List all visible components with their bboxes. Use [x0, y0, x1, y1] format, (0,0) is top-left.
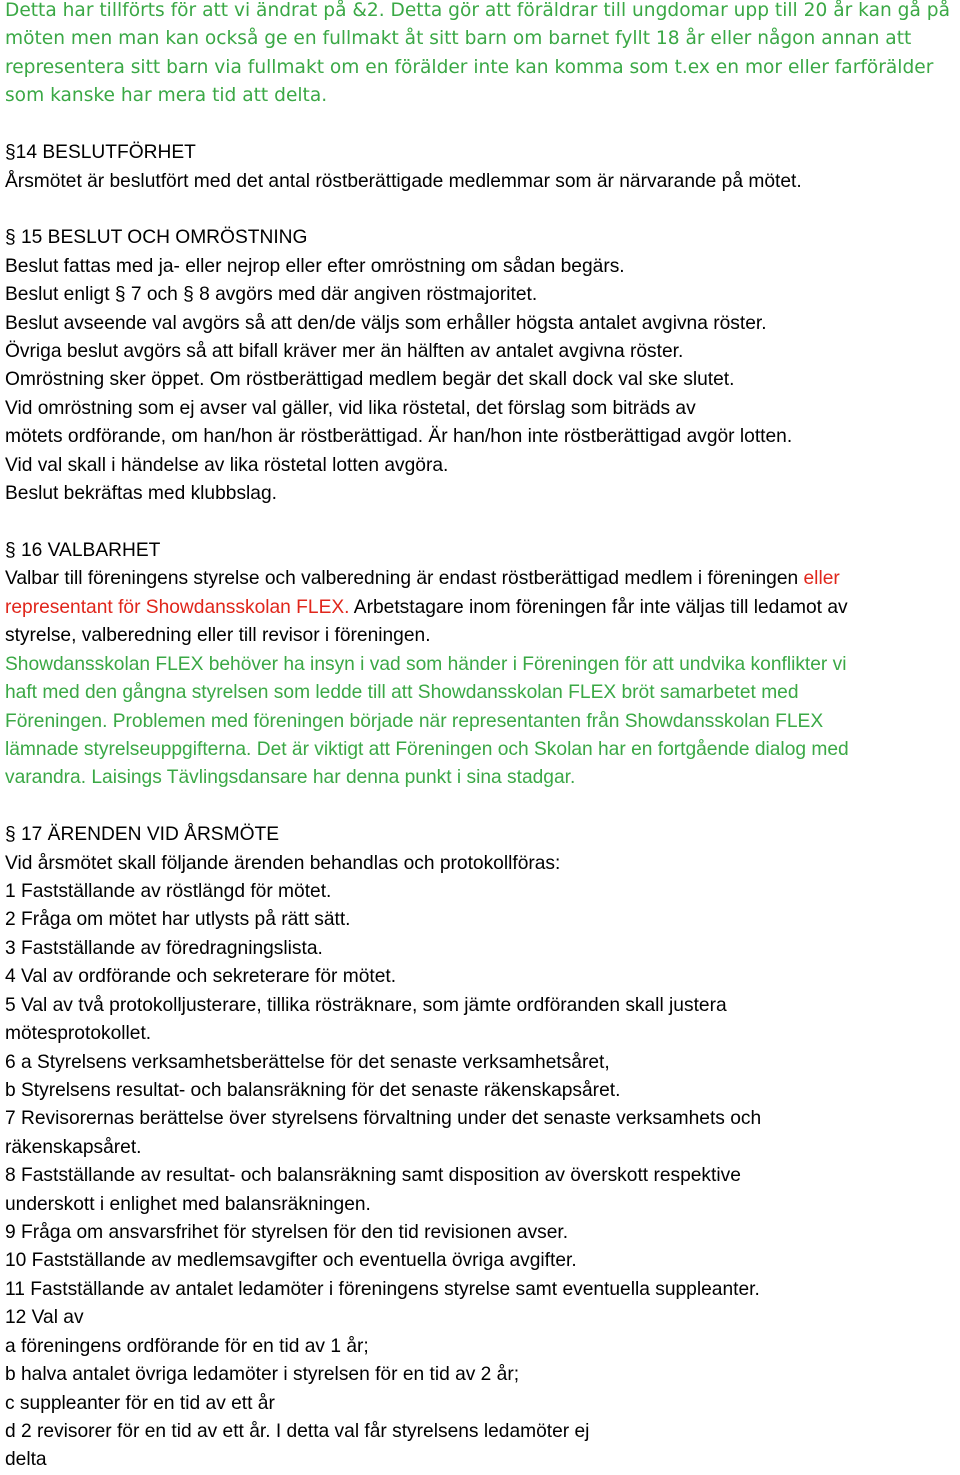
comment-text: representera sitt barn via fullmakt om en förälder inte kan komma som t.ex en mor eller farförälder: [5, 56, 934, 78]
body-text: 1 Fastställande av röstlängd för mötet.: [5, 881, 332, 903]
text-line: [5, 1304, 84, 1332]
text-line: [5, 366, 734, 394]
body-text: Arbetstagare inom föreningen får inte väljas till ledamot av: [349, 596, 848, 618]
text-line: [5, 1134, 142, 1162]
highlighted-text: representant för Showdansskolan FLEX.: [5, 596, 350, 618]
text-line: [5, 168, 802, 196]
text-line: [5, 1077, 620, 1105]
body-text: § 15 BESLUT OCH OMRÖSTNING: [5, 227, 308, 249]
text-line: [5, 1333, 369, 1361]
text-line: [5, 395, 696, 423]
text-line: [5, 679, 799, 707]
comment-text: möten men man kan också ge en fullmakt åt sitt barn om barnet fyllt 18 år eller någon annan att: [5, 28, 912, 50]
body-text: 7 Revisorernas berättelse över styrelsens förvaltning under det senaste verksamhets och: [5, 1108, 762, 1130]
text-line: [5, 1219, 568, 1247]
body-text: Beslut avseende val avgörs så att den/de väljs som erhåller högsta antalet avgivna röster.: [5, 312, 767, 334]
body-text: Beslut bekräftas med klubbslag.: [5, 483, 277, 505]
body-text: b Styrelsens resultat- och balansräkning för det senaste räkenskapsåret.: [5, 1079, 621, 1101]
text-line: [5, 764, 575, 792]
text-line: [5, 878, 331, 906]
comment-text: Föreningen. Problemen med föreningen började när representanten från Showdansskolan FLEX: [5, 710, 824, 732]
body-text: 11 Fastställande av antalet ledamöter i föreningens styrelse samt eventuella suppleanter.: [5, 1278, 760, 1300]
text-line: [5, 1418, 589, 1446]
text-line: [5, 651, 847, 679]
text-line: [5, 906, 351, 934]
body-text: Omröstning sker öppet. Om röstberättigad medlem begär det skall dock val ske slutet.: [5, 369, 735, 391]
text-line: [5, 253, 625, 281]
body-text: §14 BESLUTFÖRHET: [5, 142, 196, 164]
text-line: [5, 1162, 741, 1190]
comment-text: varandra. Laisings Tävlingsdansare har denna punkt i sina stadgar.: [5, 767, 576, 789]
body-text: räkenskapsåret.: [5, 1136, 142, 1158]
body-text: Övriga beslut avgörs så att bifall kräver mer än hälften av antalet avgivna röster.: [5, 341, 684, 363]
text-line: [5, 480, 277, 508]
text-line: [5, 423, 792, 451]
text-line: [5, 537, 160, 565]
text-line: [5, 1049, 610, 1077]
text-line: [5, 54, 933, 82]
body-text: c suppleanter för en tid av ett år: [5, 1392, 275, 1414]
body-text: 4 Val av ordförande och sekreterare för mötet.: [5, 966, 397, 988]
body-text: § 16 VALBARHET: [5, 539, 161, 561]
text-line: [5, 821, 279, 849]
text-line: [5, 281, 537, 309]
body-text: 5 Val av två protokolljusterare, tillika rösträknare, som jämte ordföranden skall justera: [5, 994, 727, 1016]
text-line: [5, 622, 431, 650]
body-text: Vid årsmötet skall följande ärenden behandlas och protokollföras:: [5, 852, 561, 874]
text-line: [5, 1276, 760, 1304]
text-line: [5, 850, 560, 878]
body-text: Vid val skall i händelse av lika röstetal lotten avgöra.: [5, 454, 449, 476]
comment-text: Showdansskolan FLEX behöver ha insyn i vad som händer i Föreningen för att undvika konflikter vi: [5, 653, 847, 675]
body-text: a föreningens ordförande för en tid av 1 år;: [5, 1335, 369, 1357]
body-text: Vid omröstning som ej avser val gäller, vid lika röstetal, det förslag som biträds av: [5, 397, 696, 419]
body-text: d 2 revisorer för en tid av ett år. I detta val får styrelsens ledamöter ej: [5, 1421, 590, 1442]
text-line: [5, 594, 848, 622]
body-text: Beslut enligt § 7 och § 8 avgörs med där angiven röstmajoritet.: [5, 284, 538, 306]
body-text: § 17 ÄRENDEN VID ÅRSMÖTE: [5, 824, 280, 846]
text-line: [5, 1390, 275, 1418]
body-text: mötets ordförande, om han/hon är röstberättigad. Är han/hon inte röstberättigad avgör lotten.: [5, 426, 793, 448]
body-text: Beslut fattas med ja- eller nejrop eller efter omröstning om sådan begärs.: [5, 255, 625, 277]
comment-text: Detta har tillförts för att vi ändrat på &2. Detta gör att föräldrar till ungdomar upp till 20 år kan gå på: [5, 0, 950, 21]
body-text: 10 Fastställande av medlemsavgifter och eventuella övriga avgifter.: [5, 1250, 577, 1272]
text-line: [5, 224, 307, 252]
highlighted-text: eller: [803, 568, 840, 590]
text-line: [5, 25, 911, 53]
text-line: [5, 82, 327, 110]
text-line: [5, 1247, 577, 1275]
text-line: [5, 139, 196, 167]
body-text: delta: [5, 1449, 47, 1471]
text-line: [5, 1361, 519, 1389]
comment-text: haft med den gångna styrelsen som ledde till att Showdansskolan FLEX bröt samarbetet med: [5, 682, 799, 704]
text-line: [5, 935, 323, 963]
body-text: Årsmötet är beslutfört med det antal röstberättigade medlemmar som är närvarande på mötet.: [5, 170, 802, 192]
text-line: [5, 310, 767, 338]
body-text: 6 a Styrelsens verksamhetsberättelse för det senaste verksamhetsåret,: [5, 1051, 610, 1073]
comment-text: lämnade styrelseuppgifterna. Det är viktigt att Föreningen och Skolan har en fortgående dialog med: [5, 738, 849, 760]
text-line: [5, 1191, 371, 1219]
body-text: mötesprotokollet.: [5, 1023, 152, 1045]
body-text: underskott i enlighet med balansräkningen.: [5, 1193, 371, 1215]
text-line: [5, 736, 849, 764]
text-line: [5, 338, 683, 366]
text-line: [5, 992, 727, 1020]
body-text: b halva antalet övriga ledamöter i styrelsen för en tid av 2 år;: [5, 1364, 520, 1386]
text-line: [5, 963, 396, 991]
body-text: Valbar till föreningens styrelse och valberedning är endast röstberättigad medlem i föreningen: [5, 568, 804, 590]
body-text: styrelse, valberedning eller till revisor i föreningen.: [5, 625, 431, 647]
body-text: 12 Val av: [5, 1307, 84, 1329]
body-text: 2 Fråga om mötet har utlysts på rätt sätt.: [5, 909, 351, 931]
comment-text: som kanske har mera tid att delta.: [5, 85, 328, 107]
text-line: [5, 1105, 761, 1133]
text-line: [5, 0, 950, 25]
body-text: 9 Fråga om ansvarsfrihet för styrelsen för den tid revisionen avser.: [5, 1222, 569, 1244]
text-line: [5, 708, 823, 736]
body-text: 3 Fastställande av föredragningslista.: [5, 937, 323, 959]
text-line: [5, 565, 840, 593]
text-line: [5, 452, 448, 480]
body-text: 8 Fastställande av resultat- och balansräkning samt disposition av överskott respektive: [5, 1165, 741, 1187]
text-line: [5, 1020, 151, 1048]
